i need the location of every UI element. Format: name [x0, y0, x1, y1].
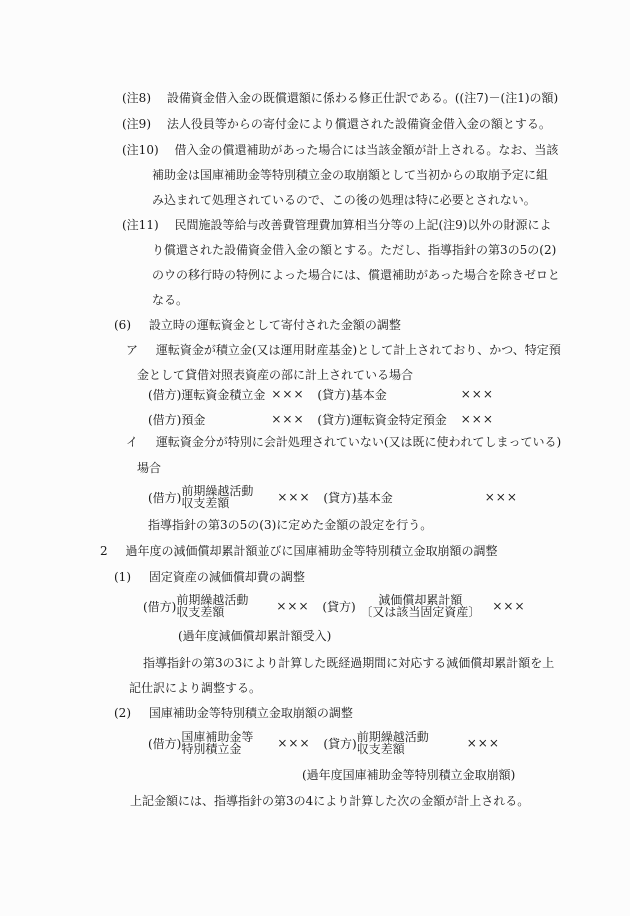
- item-text: 運転資金が積立金(又は運用財産基金)として計上されており、かつ、特定預: [155, 343, 561, 357]
- section-number: (6): [114, 318, 131, 332]
- note-10-line-2: 補助金は国庫補助金等特別積立金の取崩額として当初からの取崩予定に組: [152, 168, 549, 182]
- item-a-line-2: 金として貸借対照表資産の部に計上されている場合: [137, 368, 414, 382]
- debit-amount: ×××: [271, 387, 305, 401]
- section-title: 過年度の減価償却累計額並びに国庫補助金等特別積立金取崩額の調整: [125, 544, 498, 558]
- credit-tag: (貸方): [317, 387, 351, 402]
- item-label: ア: [126, 343, 139, 357]
- note-11: [122, 218, 551, 232]
- note-text: 借入金の償還補助があった場合には当該金額が計上される。なお、当該: [174, 143, 559, 157]
- credit-amount: ×××: [460, 412, 494, 426]
- credit-amount: ×××: [466, 736, 500, 750]
- subsection-1-body-line-1: 指導指針の第3の3により計算した既経過期間に対応する減価償却累計額を上: [143, 656, 555, 670]
- debit-account-line-2: 収支差額: [181, 496, 230, 510]
- credit-account: 運転資金特定預金: [350, 412, 447, 427]
- debit-account-line-2: 特別積立金: [181, 742, 242, 756]
- credit-tag: (貸方): [322, 599, 356, 614]
- note-label: (注9): [122, 117, 151, 131]
- journal-entry: [148, 484, 518, 510]
- debit-account: [181, 485, 277, 509]
- credit-account-line-2: 〔又は該当固定資産〕: [360, 605, 481, 619]
- note-10-line-3: み込まれて処理されているので、この後の処理は特に必要とされない。: [152, 193, 536, 207]
- note-label: (注8): [122, 91, 151, 105]
- item-i: [126, 435, 561, 449]
- note-8: [122, 91, 558, 105]
- subsection-title: 国庫補助金等特別積立金取崩額の調整: [148, 706, 353, 720]
- debit-account: [176, 594, 276, 618]
- item-i-note: 指導指針の第3の5の(3)に定めた金額の設定を行う。: [148, 518, 433, 532]
- item-label: イ: [126, 435, 139, 449]
- credit-account-line-1: 減価償却累計額: [378, 593, 463, 607]
- credit-account: [357, 731, 467, 755]
- subsection-1-body-line-2: 記仕訳により調整する。: [129, 681, 262, 695]
- entry-caption: (過年度国庫補助金等特別積立金取崩額): [302, 768, 516, 782]
- debit-account-line-2: 収支差額: [176, 605, 225, 619]
- subsection-number: (2): [114, 706, 131, 720]
- debit-account: 預金: [181, 412, 206, 427]
- note-text: 法人役員等からの寄付金により償還された設備資金借入金の額とする。: [166, 117, 551, 131]
- note-9: [122, 117, 551, 131]
- debit-account: 運転資金積立金: [181, 387, 266, 402]
- credit-tag: (貸方): [323, 736, 357, 751]
- debit-account-line-1: 前期繰越活動: [176, 593, 249, 607]
- debit-amount: ×××: [271, 412, 305, 426]
- section-2-heading: [100, 544, 497, 558]
- credit-amount: ×××: [492, 599, 526, 613]
- subsection-2-body: 上記金額には、指導指針の第3の4により計算した次の金額が計上される。: [130, 794, 530, 808]
- item-text: 運転資金分が特別に会計処理されていない(又は既に使われてしまっている): [155, 435, 562, 449]
- debit-tag: (借方): [148, 412, 182, 427]
- debit-account-line-1: 国庫補助金等: [181, 730, 254, 744]
- item-i-line-2: 場合: [137, 461, 162, 475]
- subsection-1-heading: [114, 570, 305, 584]
- journal-entry: [148, 386, 494, 402]
- note-text: 民間施設等給与改善費管理費加算相当分等の上記(注9)以外の財源によ: [174, 218, 552, 232]
- credit-amount: ×××: [484, 490, 518, 504]
- journal-entry: [143, 593, 526, 619]
- note-label: (注10): [122, 143, 159, 157]
- credit-amount: ×××: [460, 387, 494, 401]
- note-text: 設備資金借入金の既償還額に係わる修正仕訳である。((注7)－(注1)の額): [166, 91, 559, 105]
- credit-tag: (貸方): [323, 490, 357, 505]
- debit-tag: (借方): [143, 599, 177, 614]
- credit-account: 基本金: [356, 490, 393, 505]
- note-11-line-3: のウの移行時の特例によった場合には、償還補助があった場合を除きゼロと: [152, 268, 560, 282]
- credit-account: [360, 594, 480, 618]
- subsection-title: 固定資産の減価償却費の調整: [148, 570, 305, 584]
- debit-tag: (借方): [148, 490, 182, 505]
- debit-account-line-1: 前期繰越活動: [181, 484, 254, 498]
- credit-tag: (貸方): [317, 412, 351, 427]
- note-label: (注11): [122, 218, 159, 232]
- item-a: [126, 343, 561, 357]
- subsection-2-heading: [114, 706, 353, 720]
- entry-caption: (過年度減価償却累計額受入): [178, 629, 332, 643]
- note-10: [122, 143, 558, 157]
- credit-account: 基本金: [350, 387, 387, 402]
- debit-tag: (借方): [148, 736, 182, 751]
- section-6-heading: [114, 318, 401, 332]
- debit-amount: ×××: [277, 736, 311, 750]
- note-11-line-4: なる。: [152, 293, 189, 307]
- credit-account-line-2: 収支差額: [356, 742, 405, 756]
- debit-amount: ×××: [277, 490, 311, 504]
- section-title: 設立時の運転資金として寄付された金額の調整: [148, 318, 401, 332]
- section-number: 2: [100, 544, 108, 558]
- subsection-number: (1): [114, 570, 131, 584]
- journal-entry: [148, 730, 500, 756]
- debit-tag: (借方): [148, 387, 182, 402]
- note-11-line-2: り償還された設備資金借入金の額とする。ただし、指導指針の第3の5の(2): [152, 243, 557, 257]
- credit-account-line-1: 前期繰越活動: [356, 730, 429, 744]
- debit-account: [181, 731, 277, 755]
- debit-amount: ×××: [276, 599, 310, 613]
- journal-entry: [148, 411, 494, 427]
